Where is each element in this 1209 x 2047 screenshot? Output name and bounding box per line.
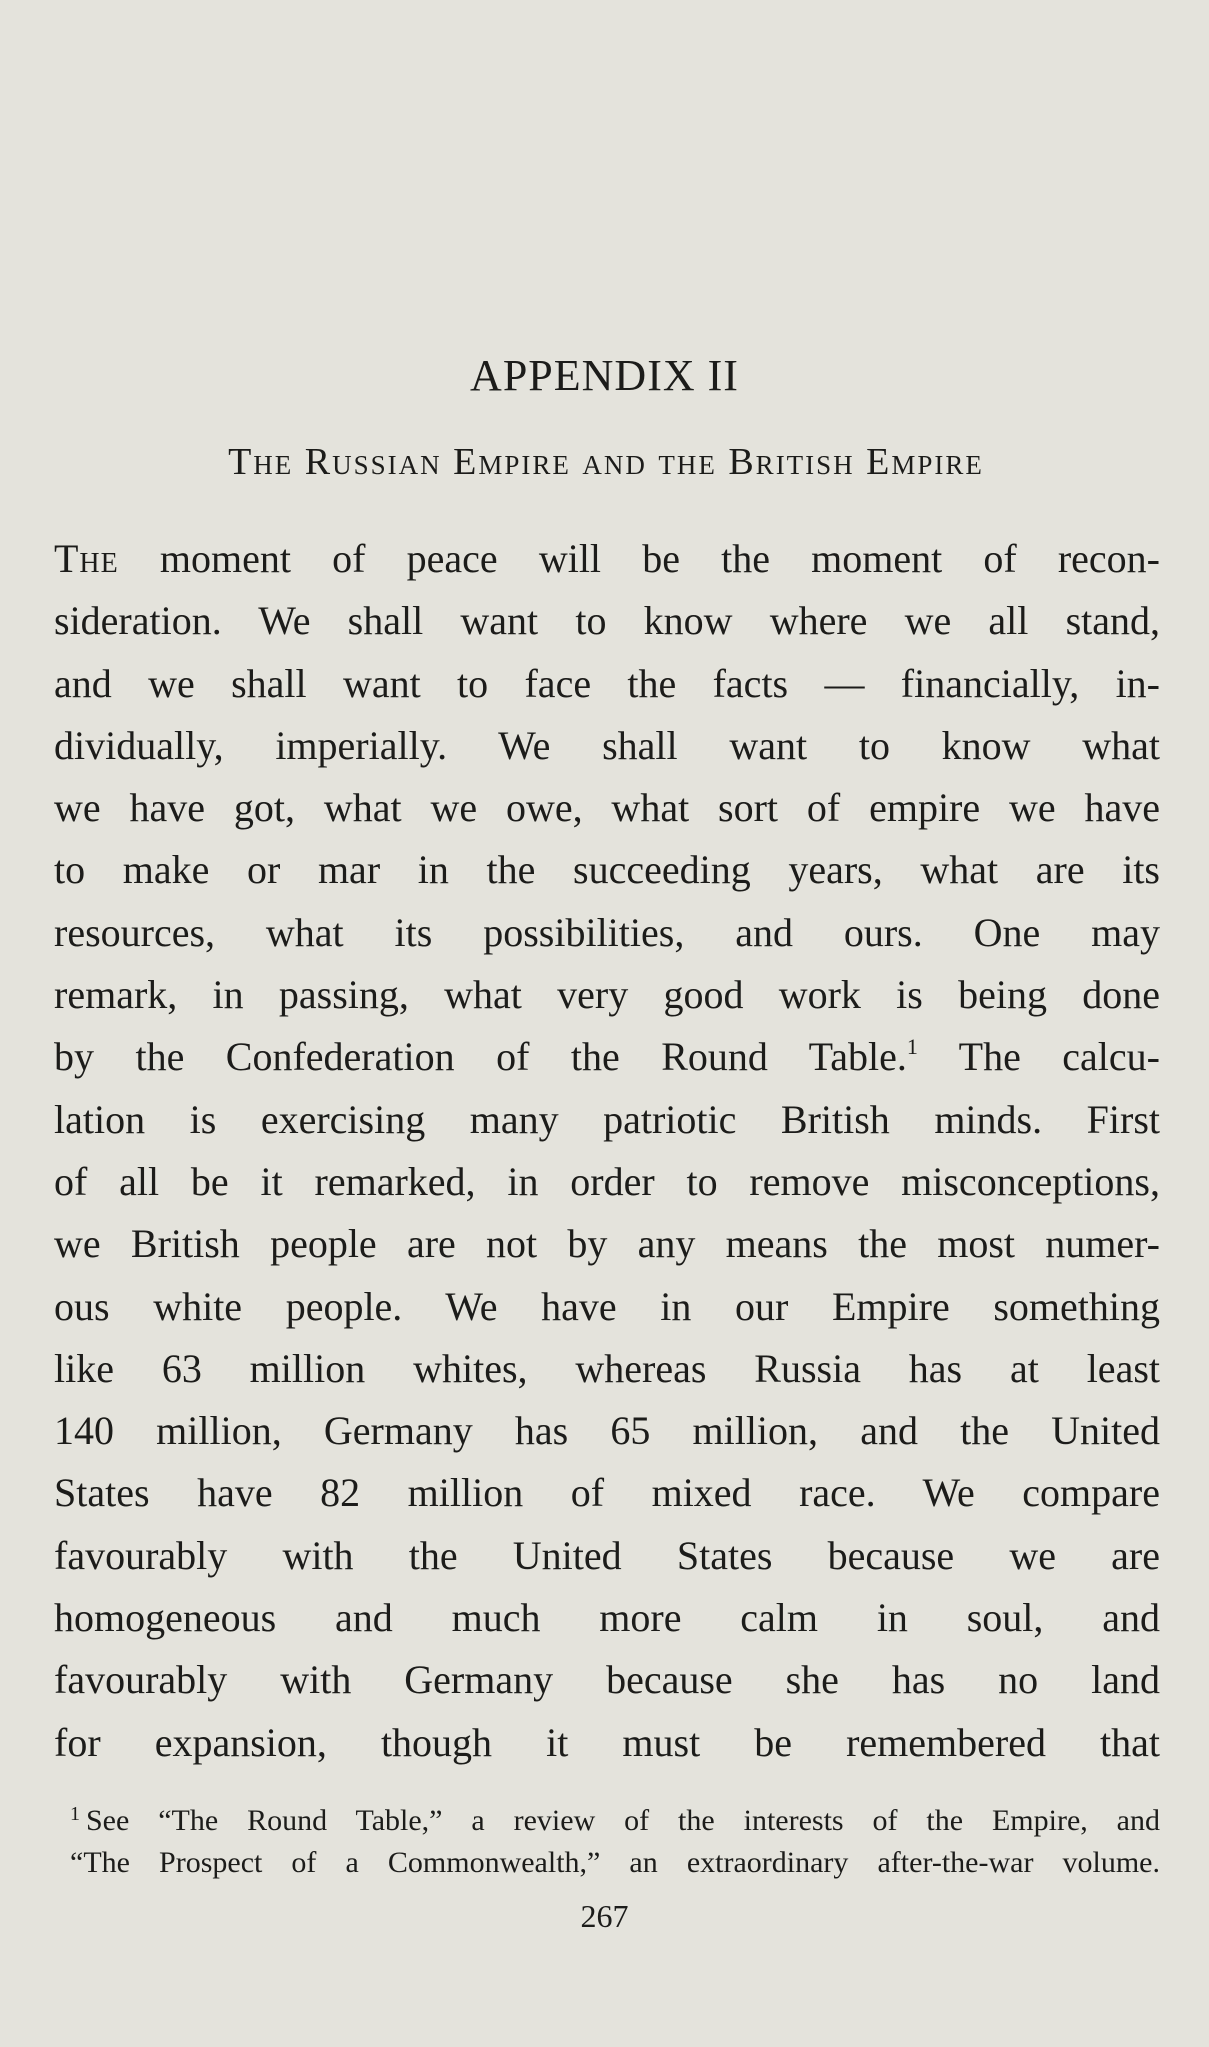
footnote-line: “The Prospect of a Commonwealth,” an extraordinary after-the-war volume. (70, 1846, 1160, 1879)
text-line: remark, in passing, what very good work is being done (54, 972, 1160, 1018)
footnote (70, 1800, 1160, 1884)
text-line: to make or mar in the succeeding years, what are its (54, 847, 1160, 893)
text-line: we British people are not by any means the most numer- (54, 1221, 1160, 1267)
text-line: of all be it remarked, in order to remove misconceptions, (54, 1158, 1160, 1204)
body-text (54, 528, 1160, 1774)
text-line: we have got, what we owe, what sort of empire we have (54, 785, 1160, 831)
text-line: favourably with Germany because she has no land (54, 1657, 1160, 1703)
text-line: homogeneous and much more calm in soul, and (54, 1595, 1160, 1641)
text-line: ous white people. We have in our Empire something (54, 1283, 1160, 1329)
text-line: lation is exercising many patriotic British minds. First (54, 1096, 1160, 1142)
text-line: The moment of peace will be the moment of recon- (54, 536, 1160, 581)
text-line: like 63 million whites, whereas Russia has at least (54, 1345, 1160, 1391)
appendix-heading: APPENDIX II (470, 351, 739, 400)
text-line: dividually, imperially. We shall want to know what (54, 722, 1160, 768)
page-number: 267 (580, 1898, 629, 1934)
text-line: sideration. We shall want to know where we all stand, (54, 598, 1160, 644)
text-line: and we shall want to face the facts — financially, in- (54, 660, 1160, 706)
text-line: favourably with the United States because we are (54, 1532, 1160, 1578)
text-line: States have 82 million of mixed race. We compare (54, 1470, 1160, 1516)
text-line: resources, what its possibilities, and ours. One may (54, 909, 1160, 955)
footnote-reference: 1 (906, 1034, 918, 1060)
text-line: 140 million, Germany has 65 million, and the United (54, 1408, 1160, 1454)
text-line: by the Confederation of the Round Table.$^1$ The calcu- (54, 1034, 1160, 1080)
footnote-mark: 1 (70, 1803, 80, 1825)
text-line: for expansion, though it must be remembered that (54, 1719, 1160, 1765)
appendix-subheading: The Russian Empire and the British Empire (228, 441, 984, 483)
lead-word: The (54, 536, 119, 581)
footnote-line: $^1$ See “The Round Table,” a review of the interests of the Empire, and (70, 1803, 1160, 1837)
